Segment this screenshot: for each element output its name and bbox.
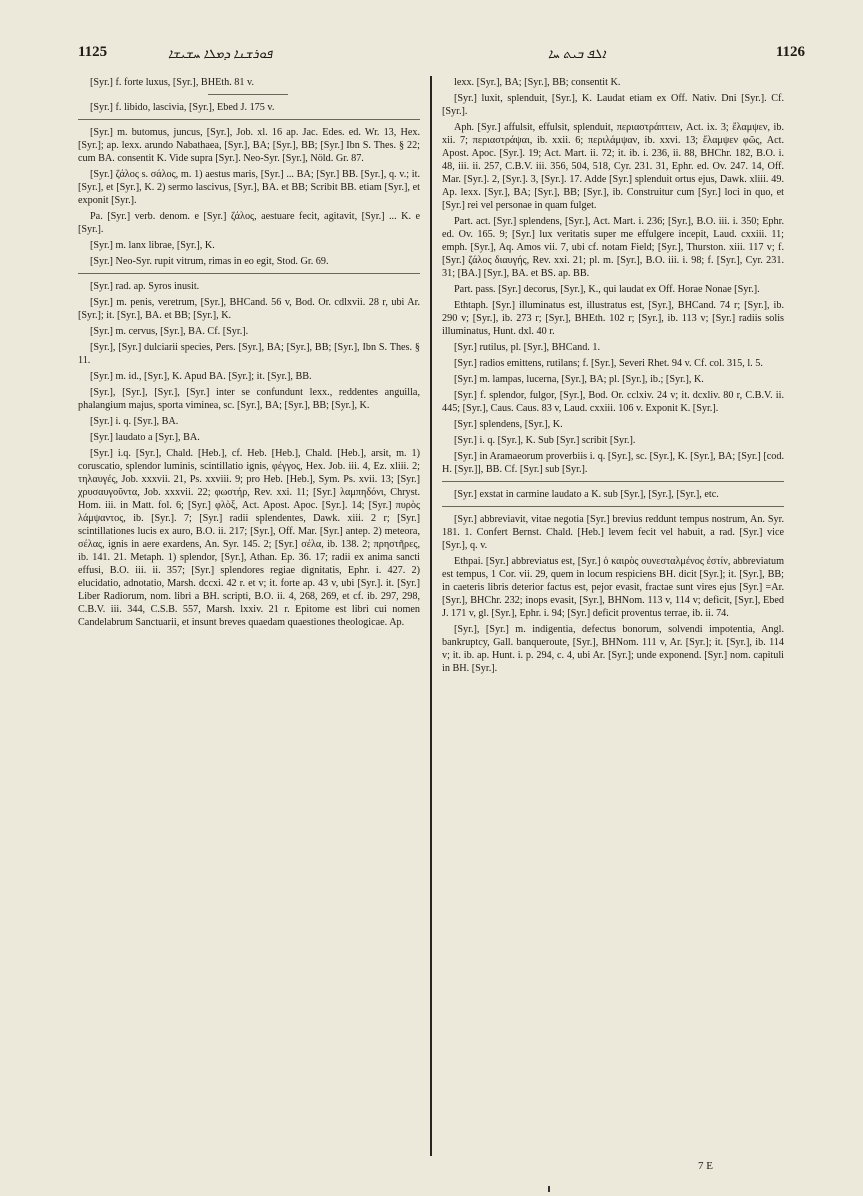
entry: [Syr.], [Syr.], [Syr.], [Syr.] inter se confundunt lexx., reddentes anguilla, phalangium majus, sporta viminea, sc. [Syr.], BA; [Syr.], BB; [Syr.], K. [78,387,420,411]
entry: [Syr.] radios emittens, rutilans; f. [Syr.], Severi Rhet. 94 v. Cf. col. 315, l. 5. [454,358,763,369]
entry: [Syr.], [Syr.] dulciarii species, Pers. [Syr.], BA; [Syr.], BB; [Syr.], Ibn S. Thes. § 11. [78,342,420,366]
entry: Ethpai. [Syr.] abbreviatus est, [Syr.] ὁ καιρὸς συνεσταλμένος ἐστίν, abbreviatum est tempus, 1 Cor. vii. 29, quem in locum respiciens BH. dicit [Syr.]; it. [Syr.], BB; in caeteris libris deterior factus est, pejor evasit, fractae sunt vires ejus [Syr.] =Ar. [Syr.], BHChr. 232; inops evasit, [Syr.], BHNom. 113 v, 114 v; deficit, [Syr.], Ebed J. 171 v, gl. [Syr.], Ephr. i. 94; [Syr.] deficit proventus terrae, ib. ii. 74. [442,556,784,619]
entry: [Syr.] i.q. [Syr.], Chald. [Heb.], cf. Heb. [Heb.], Chald. [Heb.], arsit, m. 1) coruscatio, splendor luminis, scintillatio ignis, φέγγος, Hex. Job. iii. 4, Ez. xliii. 2; τηλαυγές, Job. xxxvii. 21, Ps. xxviii. 9; pro Heb. [Heb.], Sym. Ps. xvii. 13; [Syr.] χρυσαυγοῦντα, Job. xxxvii. 22; φωστήρ, Rev. xxi. 11; [Syr.] λαμπηδόνι, Chryst. Hom. iii. in Matt. fol. 6; [Syr.] φλὸξ, Act. Apost. Apoc. [Syr.]. 14; [Syr.] πυρὸς λάμψαντος, ib. [Syr.]. 7; [Syr.] radii splendentes, Dawk. xiii. 2 r; [Syr.] scintillationes lucis ex auro, B.O. ii. 217; [Syr.], Off. Mar. [Syr.] antep. 2) meteora, σέλας, ignis in aere exardens, An. Syr. 145. 2; [Syr.] σέλα, ib. 138. 2; πρηστῆρες, ib. 141. 21. Metaph. 1) splendor, [Syr.], Athan. Ep. 36. 17; radii ex anima sancti effusi, B.O. iii. ii. 357; [Syr.] splendores regiae dignitatis, Ephr. i. 427. 2) elucidatio, adnotatio, Marsh. dccxi. 42 r. et v; it. forte ap. 43 v, ubi [Syr.]. it. [Syr.] Liber Radiorum, nom. libri a BH. scripti, B.O. ii. 4, 268, 269, et cf. ib. 297, 298, C.B.V. iii. 344, C.S.B. 557, Marsh. lxxiv. 21 r. Epitome est libri cui nomen Candelabrum Sanctuarii, et insunt breves quaedam quaestiones theologicae. Ap. [78,448,420,628]
entry-separator [442,506,784,507]
page-number-left: 1125 [78,44,108,60]
entry: [Syr.] m. id., [Syr.], K. Apud BA. [Syr.]; it. [Syr.], BB. [90,371,312,382]
entry: [Syr.] m. lampas, lucerna, [Syr.], BA; pl. [Syr.], ib.; [Syr.], K. [454,374,704,385]
entry: [Syr.] rad. ap. Syros inusit. [90,281,200,292]
entry: Ethtaph. [Syr.] illuminatus est, illustratus est, [Syr.], BHCand. 74 r; [Syr.], ib. 290 v; [Syr.], ib. 273 r; [Syr.], BHEth. 102 r; [Syr.], ib. 113 v; [Syr.] radiis solis illuminatus, Hunt. dxl. 40 r. [442,300,784,337]
entry: [Syr.] m. lanx librae, [Syr.], K. [90,240,215,251]
column-left [78,76,430,1156]
page-header [78,44,805,68]
entry: [Syr.] i. q. [Syr.], K. Sub [Syr.] scribit [Syr.]. [454,435,636,446]
entry: [Syr.] splendens, [Syr.], K. [454,419,563,430]
page-number-right: 1126 [775,44,805,60]
entry: [Syr.] ζάλος s. σάλος, m. 1) aestus maris, [Syr.] ... BA; [Syr.] BB. [Syr.], q. v.; it. [Syr.], et [Syr.], K. 2) sermo lascivus, [Syr.], BA. et BB; Scribit BB. etiam [Syr.], et exponit [Syr.]. [78,169,420,206]
running-head-right: ܐܠܦ ܒܝܬ ܚܐ [548,46,606,61]
entry-separator [208,94,288,95]
columns [78,76,805,1156]
entry: [Syr.] m. cervus, [Syr.], BA. Cf. [Syr.]. [90,326,249,337]
footer-tick [548,1186,550,1192]
entry: Pa. [Syr.] verb. denom. e [Syr.] ζάλος, aestuare fecit, agitavit, [Syr.] ... K. e [Syr.]. [78,211,420,235]
entry: [Syr.] laudato a [Syr.], BA. [90,432,200,443]
entry: [Syr.] m. penis, veretrum, [Syr.], BHCand. 56 v, Bod. Or. cdlxvii. 28 r, ubi Ar. [Syr.]; it. [Syr.], BA. et BB; [Syr.], K. [78,297,420,321]
entry: Part. act. [Syr.] splendens, [Syr.], Act. Mart. i. 236; [Syr.], B.O. iii. i. 350; Ephr. ed. Ov. 165. 9; [Syr.] lux veritatis super me effulgere incepit, Laud. cxxiii. 11; emph. [Syr.], Aq. Amos vii. 7, ubi cf. notam Field; [Syr.], Thurston. xiii. 117 v; f. [Syr.] ζάλος διαυγής, Rev. xxi. 21; pl. m. [Syr.], B.O. iii. i. 98; f. [Syr.], Cyr. 231. 31; [BA.] [Syr.], BA. et BS. ap. BB. [442,216,784,279]
entry: [Syr.] f. libido, lascivia, [Syr.], Ebed J. 175 v. [90,102,275,113]
entry: Part. pass. [Syr.] decorus, [Syr.], K., qui laudat ex Off. Horae Nonae [Syr.]. [454,284,760,295]
entry: [Syr.] luxit, splenduit, [Syr.], K. Laudat etiam ex Off. Nativ. Dni [Syr.]. Cf. [Syr.]. [442,93,784,117]
entry: lexx. [Syr.], BA; [Syr.], BB; consentit K. [454,77,621,88]
running-head-left: ܦܘܪܫܢܐ ܕܡܠܐ ܚܫܝܫܐ [168,46,273,61]
entry: [Syr.], [Syr.] m. indigentia, defectus bonorum, solvendi impotentia, Angl. bankruptcy, Gall. banqueroute, [Syr.], BHNom. 111 v, Ar. [Syr.]; it. [Syr.], ib. 114 v; it. ib. ap. Hunt. i. p. 294, c. 4, ubi Ar. [Syr.]; unde exponend. [Syr.] nom. capituli in BH. [Syr.]. [442,624,784,674]
entry: [Syr.] f. splendor, fulgor, [Syr.], Bod. Or. cclxiv. 24 v; it. dcxliv. 80 r, C.B.V. ii. 445; [Syr.], Caus. Caus. 83 v, Laud. cxxiii. 106 v. Exponit K. [Syr.]. [442,390,784,414]
entry: [Syr.] in Aramaeorum proverbiis i. q. [Syr.], sc. [Syr.], K. [Syr.], BA; [Syr.] [cod. H. [Syr.]], BB. Cf. [Syr.] sub [Syr.]. [442,451,784,475]
entry: [Syr.] i. q. [Syr.], BA. [90,416,179,427]
entry-separator [78,273,420,274]
entry: [Syr.] exstat in carmine laudato a K. sub [Syr.], [Syr.], [Syr.], etc. [454,489,719,500]
entry: [Syr.] m. butomus, juncus, [Syr.], Job. xl. 16 ap. Jac. Edes. ed. Wr. 13, Hex. [Syr.]; ap. lexx. arundo Nabathaea, [Syr.], BA; [Syr.], BB; [Syr.] Ibn S. Thes. § 22; cum BA. consentit K. Vide supra [Syr.]. Neo-Syr. [Syr.], Nöld. Gr. 87. [78,127,420,164]
entry: [Syr.] Neo-Syr. rupit vitrum, rimas in eo egit, Stod. Gr. 69. [90,256,329,267]
entry: [Syr.] abbreviavit, vitae negotia [Syr.] brevius reddunt tempus nostrum, An. Syr. 181. 1. Confert Bernst. Chald. [Heb.] levem fecit vel habuit, a rad. [Syr.] vice [Syr.], q. v. [442,514,784,551]
column-right [432,76,784,1156]
entry: [Syr.] rutilus, pl. [Syr.], BHCand. 1. [454,342,601,353]
entry: [Syr.] f. forte luxus, [Syr.], BHEth. 81 v. [90,77,255,88]
signature-mark: 7 E [698,1160,713,1172]
entry-separator [442,481,784,482]
entry-separator [78,119,420,120]
entry: Aph. [Syr.] affulsit, effulsit, splenduit, περιαστράπτειν, Act. ix. 3; ἔλαμψεν, ib. xii. 7; περιαστράψαι, ib. xxii. 6; περιλάμψαν, ib. xxvi. 13; ἔλαμψεν φῶς, Act. Apost. Apoc. [Syr.]. 19; Act. Mart. ii. 72; it. ib. i. 236, ii. 88, BHChr. 182, B.O. i. 48, iii. ii. 257, C.B.V. iii. 356, 504, 518, Cyr. 231. 31, Ephr. ed. Ov. 247. 14, Off. Mar. [Syr.]. 2, [Syr.]. 3, [Syr.]. 17. Adde [Syr.] splenduit ortus ejus, Dawk. xliii. 49. Ap. lexx. [Syr.], BA; [Syr.], BB; [Syr.], ib. Construitur cum [Syr.] loci in quo, et [Syr.] rei vel personae in quam fulget. [442,122,784,211]
